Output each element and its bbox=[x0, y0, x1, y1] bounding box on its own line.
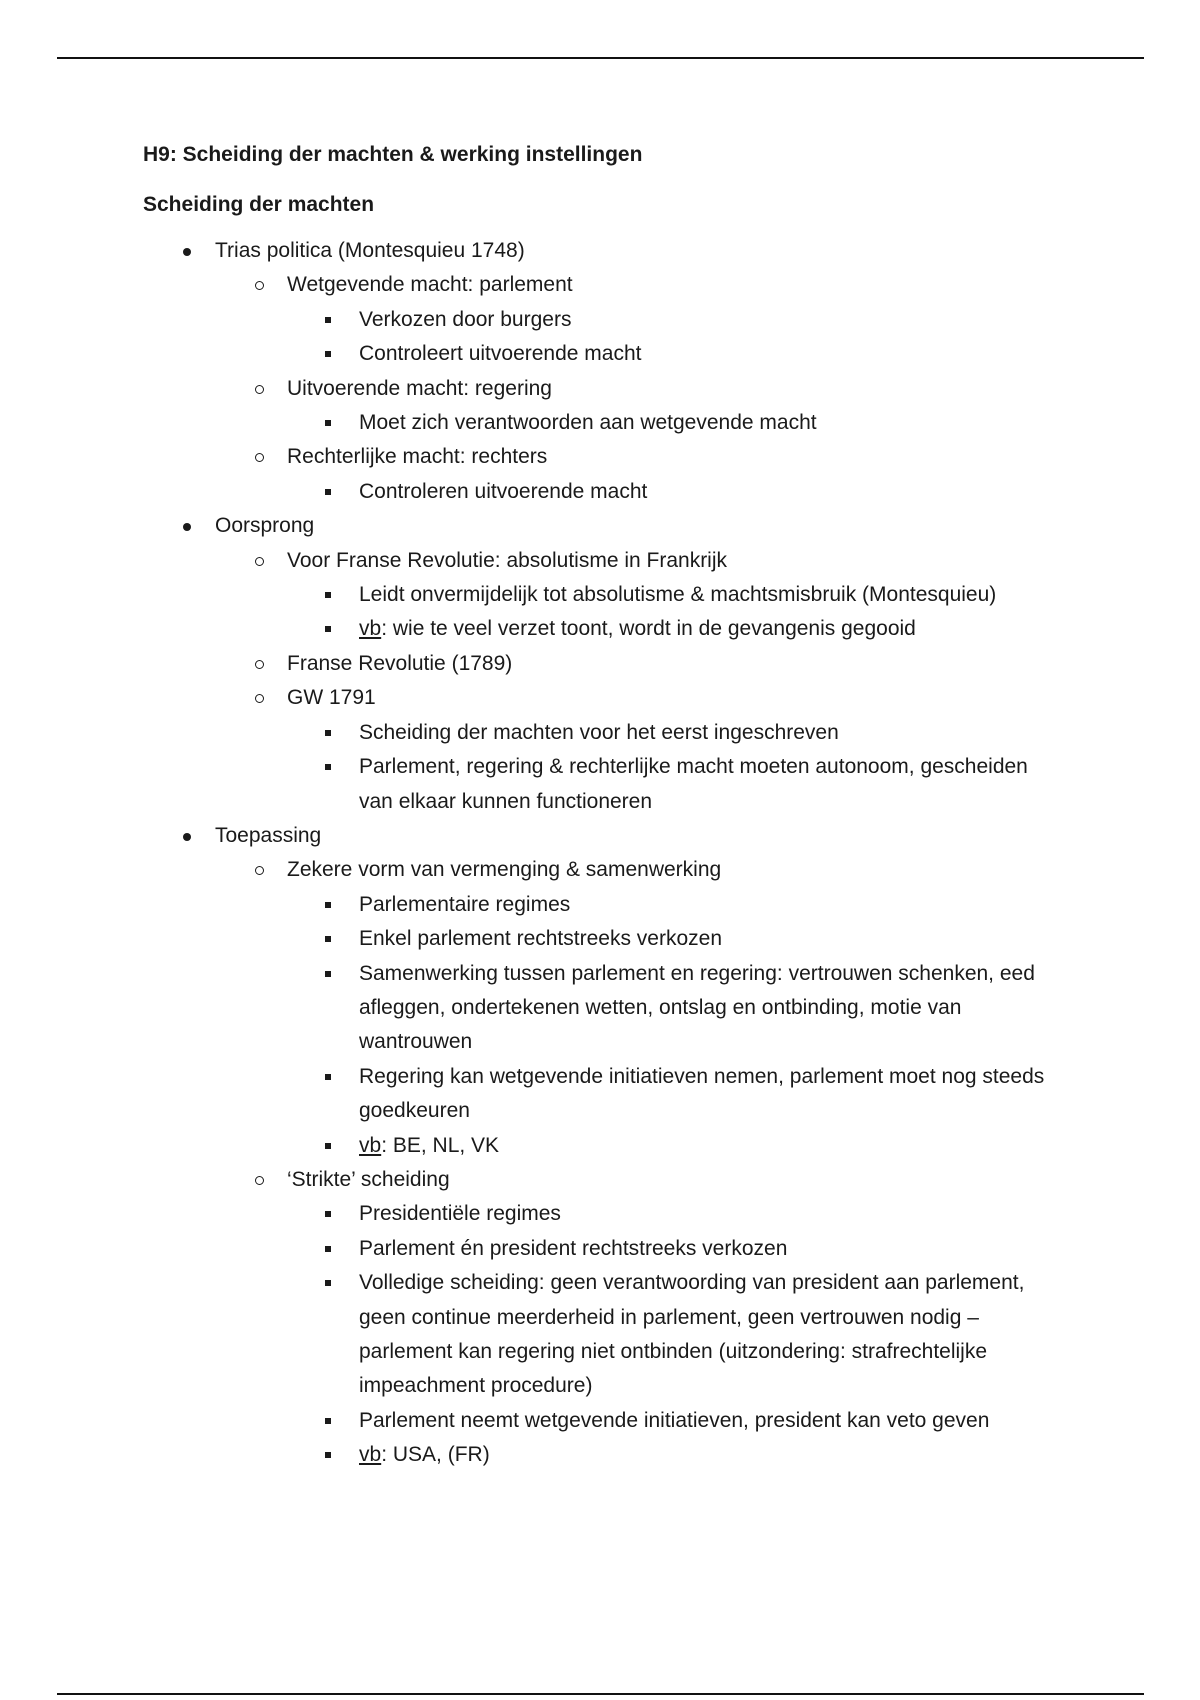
example-prefix: vb bbox=[359, 1443, 382, 1467]
circle-bullet-icon bbox=[255, 385, 264, 394]
subtopic-item bbox=[215, 1163, 1063, 1473]
detail-item bbox=[287, 1232, 1063, 1266]
item-text: Voor Franse Revolutie: absolutisme in Frankrijk bbox=[287, 548, 728, 572]
detail-item bbox=[287, 888, 1063, 922]
detail-list bbox=[287, 1197, 1063, 1472]
square-bullet-icon bbox=[325, 971, 331, 977]
subtopic-item bbox=[215, 544, 1063, 647]
item-text: Volledige scheiding: geen verantwoording van president aan parlement, geen continue meerderheid in parlement, geen vertrouwen nodig – parlement kan regering niet ontbinden (uitzondering: strafrechtelijke impeachment procedure) bbox=[359, 1271, 1025, 1398]
item-text: Presidentiële regimes bbox=[359, 1202, 561, 1226]
square-bullet-icon bbox=[325, 730, 331, 736]
example-prefix: vb bbox=[359, 617, 382, 641]
item-text: Toepassing bbox=[215, 823, 322, 847]
sub-list bbox=[215, 853, 1063, 1472]
detail-list bbox=[287, 406, 1063, 440]
circle-bullet-icon bbox=[255, 660, 264, 669]
detail-item bbox=[287, 475, 1063, 509]
circle-bullet-icon bbox=[255, 453, 264, 462]
detail-item bbox=[287, 612, 1063, 646]
circle-bullet-icon bbox=[255, 1176, 264, 1185]
item-text: vb: USA, (FR) bbox=[359, 1443, 490, 1467]
item-text: vb: BE, NL, VK bbox=[359, 1133, 500, 1157]
sub-list bbox=[215, 268, 1063, 509]
item-text: Controleert uitvoerende macht bbox=[359, 342, 642, 366]
item-text: Moet zich verantwoorden aan wetgevende macht bbox=[359, 411, 817, 435]
subtopic-item bbox=[215, 372, 1063, 441]
square-bullet-icon bbox=[325, 1143, 331, 1149]
item-text: Regering kan wetgevende initiatieven nemen, parlement moet nog steeds goedkeuren bbox=[359, 1064, 1045, 1123]
detail-item bbox=[287, 1438, 1063, 1472]
circle-bullet-icon bbox=[255, 557, 264, 566]
document-body bbox=[143, 140, 1063, 1473]
item-text: Parlementaire regimes bbox=[359, 892, 571, 916]
detail-item bbox=[287, 1197, 1063, 1231]
disc-bullet-icon bbox=[183, 248, 191, 256]
square-bullet-icon bbox=[325, 1211, 331, 1217]
square-bullet-icon bbox=[325, 489, 331, 495]
square-bullet-icon bbox=[325, 1280, 331, 1286]
detail-item bbox=[287, 922, 1063, 956]
topic-item bbox=[143, 234, 1063, 509]
detail-list bbox=[287, 716, 1063, 819]
example-prefix: vb bbox=[359, 1133, 382, 1157]
square-bullet-icon bbox=[325, 1246, 331, 1252]
detail-item bbox=[287, 337, 1063, 371]
topic-item bbox=[143, 819, 1063, 1473]
detail-item bbox=[287, 1129, 1063, 1163]
square-bullet-icon bbox=[325, 317, 331, 323]
item-text: Enkel parlement rechtstreeks verkozen bbox=[359, 927, 722, 951]
square-bullet-icon bbox=[325, 351, 331, 357]
top-rule bbox=[57, 57, 1144, 59]
circle-bullet-icon bbox=[255, 694, 264, 703]
subtopic-item bbox=[215, 647, 1063, 681]
item-text: Parlement, regering & rechterlijke macht moeten autonoom, gescheiden van elkaar kunnen functioneren bbox=[359, 755, 1028, 813]
item-text: Uitvoerende macht: regering bbox=[287, 376, 552, 400]
page-title: H9: Scheiding der machten & werking instellingen bbox=[143, 143, 643, 166]
sub-list bbox=[215, 544, 1063, 819]
disc-bullet-icon bbox=[183, 523, 191, 531]
item-text: Oorsprong bbox=[215, 514, 315, 538]
detail-list bbox=[287, 578, 1063, 647]
square-bullet-icon bbox=[325, 1074, 331, 1080]
item-text: Verkozen door burgers bbox=[359, 307, 572, 331]
square-bullet-icon bbox=[325, 592, 331, 598]
detail-item bbox=[287, 957, 1063, 1060]
subtopic-item bbox=[215, 681, 1063, 819]
item-text: Scheiding der machten voor het eerst ingeschreven bbox=[359, 720, 839, 744]
item-text: GW 1791 bbox=[287, 686, 376, 710]
outline-list bbox=[143, 234, 1063, 1473]
section-heading: Scheiding der machten bbox=[143, 193, 375, 216]
detail-list bbox=[287, 475, 1063, 509]
detail-item bbox=[287, 1266, 1063, 1404]
subtopic-item bbox=[215, 440, 1063, 509]
subtopic-item bbox=[215, 268, 1063, 371]
item-text: vb: wie te veel verzet toont, wordt in de gevangenis gegooid bbox=[359, 617, 916, 641]
detail-list bbox=[287, 888, 1063, 1163]
item-text: Parlement neemt wetgevende initiatieven, president kan veto geven bbox=[359, 1408, 990, 1432]
item-text: Parlement én president rechtstreeks verkozen bbox=[359, 1236, 788, 1260]
detail-item bbox=[287, 1404, 1063, 1438]
item-text: Trias politica (Montesquieu 1748) bbox=[215, 239, 525, 262]
detail-list bbox=[287, 303, 1063, 372]
item-text: Zekere vorm van vermenging & samenwerking bbox=[287, 858, 722, 882]
square-bullet-icon bbox=[325, 1418, 331, 1424]
square-bullet-icon bbox=[325, 1452, 331, 1458]
item-text: Rechterlijke macht: rechters bbox=[287, 445, 548, 469]
subtopic-item bbox=[215, 853, 1063, 1163]
detail-item bbox=[287, 750, 1063, 819]
bottom-rule bbox=[57, 1693, 1144, 1695]
square-bullet-icon bbox=[325, 626, 331, 632]
item-text: Controleren uitvoerende macht bbox=[359, 479, 648, 503]
detail-item bbox=[287, 406, 1063, 440]
disc-bullet-icon bbox=[183, 833, 191, 841]
topic-item bbox=[143, 509, 1063, 819]
detail-item bbox=[287, 1060, 1063, 1129]
square-bullet-icon bbox=[325, 420, 331, 426]
item-text: ‘Strikte’ scheiding bbox=[287, 1167, 450, 1191]
item-text: Franse Revolutie (1789) bbox=[287, 651, 513, 675]
detail-item bbox=[287, 303, 1063, 337]
detail-item bbox=[287, 716, 1063, 750]
square-bullet-icon bbox=[325, 764, 331, 770]
circle-bullet-icon bbox=[255, 281, 264, 290]
square-bullet-icon bbox=[325, 902, 331, 908]
item-text: Wetgevende macht: parlement bbox=[287, 273, 573, 297]
detail-item bbox=[287, 578, 1063, 612]
square-bullet-icon bbox=[325, 936, 331, 942]
item-text: Leidt onvermijdelijk tot absolutisme & machtsmisbruik (Montesquieu) bbox=[359, 583, 997, 607]
circle-bullet-icon bbox=[255, 866, 264, 875]
item-text: Samenwerking tussen parlement en regering: vertrouwen schenken, eed afleggen, ondertekenen wetten, ontslag en ontbinding, motie van wantrouwen bbox=[359, 961, 1035, 1054]
